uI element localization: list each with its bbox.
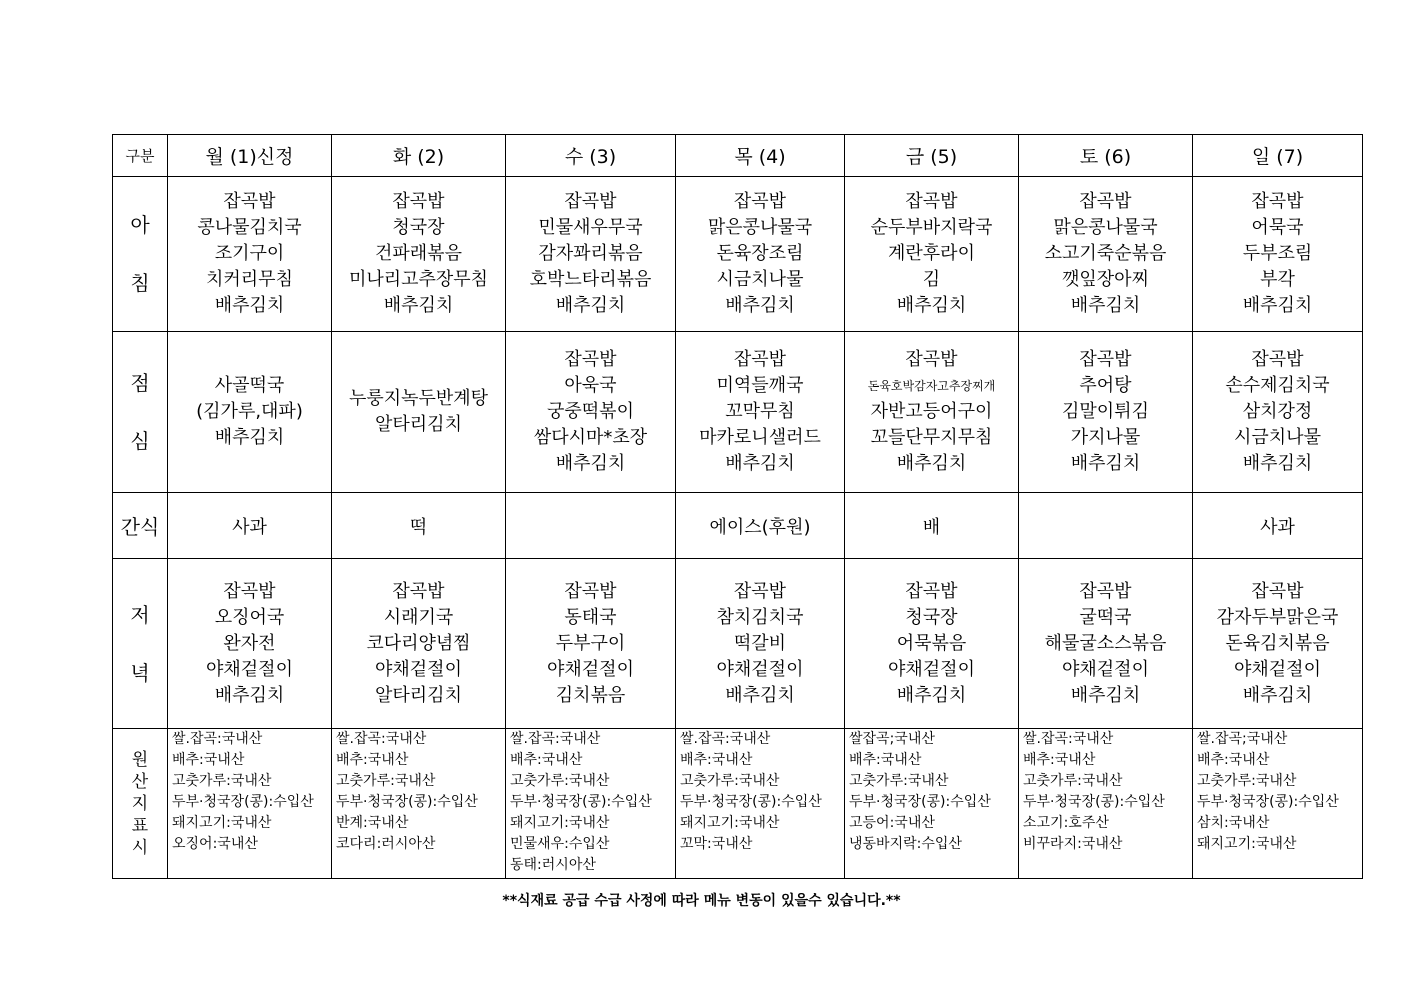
menu-item: 배추김치 — [1242, 295, 1313, 316]
menu-item: 조기구이 — [214, 243, 285, 264]
origin-item: 소고기:호주산 — [1023, 815, 1109, 831]
menu-item: 잡곡밥 — [392, 580, 445, 602]
lunch-cell — [1193, 332, 1363, 493]
menu-item: 배추김치 — [555, 453, 626, 474]
header-day-wed: 수 (3) — [506, 135, 676, 177]
menu-item: 잡곡밥 — [223, 191, 276, 212]
origin-cell — [1193, 729, 1363, 879]
origin-item: 고춧가루:국내산 — [172, 773, 272, 789]
origin-item: 고춧가루:국내산 — [1197, 773, 1297, 789]
origin-item: 고춧가루:국내산 — [336, 773, 436, 789]
menu-item: 동태국 — [564, 606, 617, 628]
header-day-sun: 일 (7) — [1193, 135, 1363, 177]
menu-item: 야채겉절이 — [1234, 658, 1321, 680]
dinner-cell — [1193, 559, 1363, 729]
origin-item: 쌀.잡곡:국내산 — [172, 731, 263, 747]
origin-item: 두부·청국장(콩):수입산 — [680, 794, 822, 810]
origin-item: 쌀잡곡;국내산 — [849, 731, 935, 747]
menu-item: 맑은콩나물국 — [707, 217, 813, 238]
breakfast-cell — [506, 177, 676, 332]
origin-label — [113, 729, 168, 879]
menu-item: 잡곡밥 — [564, 349, 617, 370]
origin-item: 민물새우:수입산 — [510, 836, 610, 852]
lunch-cell — [332, 332, 506, 493]
menu-item: 꼬막무침 — [725, 401, 795, 422]
origin-item: 동태:러시아산 — [510, 857, 596, 873]
breakfast-cell — [1193, 177, 1363, 332]
breakfast-cell — [168, 177, 332, 332]
menu-item: 돈육김치볶음 — [1225, 632, 1330, 654]
breakfast-row — [113, 177, 1363, 332]
menu-item: 잡곡밥 — [564, 580, 617, 602]
origin-item: 고춧가루:국내산 — [1023, 773, 1123, 789]
menu-item: 야채겉절이 — [888, 658, 975, 680]
menu-item: 감자꽈리볶음 — [538, 243, 643, 264]
origin-item: 돼지고기:국내산 — [680, 815, 780, 831]
menu-item: 떡갈비 — [733, 632, 787, 654]
origin-cell — [676, 729, 845, 879]
header-day-mon: 월 (1)신정 — [168, 135, 332, 177]
menu-item: 콩나물김치국 — [197, 217, 302, 238]
origin-label-char: 산 — [131, 771, 149, 792]
menu-item: 미나리고추장무침 — [348, 269, 489, 290]
snack-label: 간식 — [113, 493, 168, 559]
menu-item: 사골떡국 — [214, 375, 285, 396]
dinner-row — [113, 559, 1363, 729]
menu-item: 청국장 — [905, 606, 958, 628]
origin-label-char: 지 — [131, 793, 149, 814]
menu-item: 꼬들단무지무침 — [870, 427, 993, 448]
menu-item: 김치볶음 — [555, 684, 626, 706]
origin-item: 두부·청국장(콩):수입산 — [510, 794, 652, 810]
dinner-cell — [845, 559, 1019, 729]
menu-item: 아욱국 — [564, 375, 617, 396]
menu-item: 잡곡밥 — [564, 191, 617, 212]
origin-item: 고춧가루:국내산 — [849, 773, 949, 789]
menu-item: 배추김치 — [555, 295, 626, 316]
origin-item: 고춧가루:국내산 — [510, 773, 610, 789]
menu-item: 어묵국 — [1251, 217, 1304, 238]
origin-item: 쌀.잡곡:국내산 — [510, 731, 601, 747]
menu-item: 맑은콩나물국 — [1053, 217, 1158, 238]
header-day-sat: 토 (6) — [1019, 135, 1193, 177]
dinner-cell — [1019, 559, 1193, 729]
snack-cell — [506, 493, 676, 559]
origin-item: 두부·청국장(콩):수입산 — [336, 794, 478, 810]
origin-item: 돼지고기:국내산 — [510, 815, 610, 831]
menu-item: 야채겉절이 — [716, 658, 804, 680]
origin-item: 비꾸라지:국내산 — [1023, 836, 1123, 852]
menu-item: 코다리양념찜 — [366, 632, 471, 654]
menu-item: 잡곡밥 — [1079, 349, 1132, 370]
origin-cell — [1019, 729, 1193, 879]
snack-cell: 떡 — [332, 493, 506, 559]
lunch-row — [113, 332, 1363, 493]
origin-item: 돼지고기:국내산 — [1197, 836, 1297, 852]
origin-cell — [845, 729, 1019, 879]
snack-cell: 에이스(후원) — [676, 493, 845, 559]
menu-item: 배추김치 — [1070, 684, 1141, 706]
menu-item: 쌈다시마*초장 — [533, 427, 648, 448]
header-day-fri: 금 (5) — [845, 135, 1019, 177]
origin-item: 쌀.잡곡;국내산 — [1197, 731, 1288, 747]
menu-item: 배추김치 — [214, 295, 285, 316]
breakfast-cell — [1019, 177, 1193, 332]
origin-label-char: 표 — [131, 815, 149, 836]
origin-item: 반계:국내산 — [336, 815, 409, 831]
menu-item: 손수제김치국 — [1225, 375, 1330, 396]
menu-item: 배추김치 — [383, 295, 454, 316]
origin-item: 두부·청국장(콩):수입산 — [849, 794, 991, 810]
menu-item: 가지나물 — [1070, 427, 1141, 448]
origin-item: 두부·청국장(콩):수입산 — [172, 794, 314, 810]
header-label: 구분 — [113, 135, 168, 177]
snack-cell: 배 — [845, 493, 1019, 559]
menu-item: 시금치나물 — [1234, 427, 1321, 448]
dinner-cell — [332, 559, 506, 729]
menu-item: 잡곡밥 — [1251, 191, 1304, 212]
dinner-label-char: 녁 — [130, 660, 150, 685]
origin-item: 코다리:러시아산 — [336, 836, 436, 852]
breakfast-label-char: 아 — [130, 213, 150, 237]
breakfast-label-char: 침 — [130, 271, 150, 295]
menu-item: 참치김치국 — [716, 606, 804, 628]
breakfast-cell — [676, 177, 845, 332]
origin-item: 쌀.잡곡:국내산 — [336, 731, 427, 747]
origin-item: 꼬막:국내산 — [680, 836, 753, 852]
menu-item: 순두부바지락국 — [870, 217, 993, 238]
menu-item: 잡곡밥 — [392, 191, 445, 212]
origin-item: 배추:국내산 — [680, 752, 753, 768]
dinner-label-char: 저 — [130, 602, 150, 627]
menu-item: 부각 — [1260, 269, 1295, 290]
snack-cell: 사과 — [1193, 493, 1363, 559]
menu-item: 어묵볶음 — [896, 632, 967, 654]
menu-item: 두부구이 — [555, 632, 626, 654]
origin-item: 쌀.잡곡:국내산 — [680, 731, 771, 747]
header-day-tue: 화 (2) — [332, 135, 506, 177]
menu-item: 잡곡밥 — [1079, 580, 1132, 602]
origin-cell — [168, 729, 332, 879]
lunch-label — [113, 332, 168, 493]
menu-item: 계란후라이 — [888, 243, 975, 264]
menu-item: 배추김치 — [1070, 295, 1141, 316]
origin-item: 고등어:국내산 — [849, 815, 935, 831]
lunch-cell — [676, 332, 845, 493]
header-row — [113, 135, 1363, 177]
dinner-label — [113, 559, 168, 729]
menu-item: 잡곡밥 — [905, 191, 958, 212]
menu-item: 청국장 — [392, 217, 445, 238]
menu-item: 굴떡국 — [1079, 606, 1132, 628]
menu-item: 잡곡밥 — [1251, 349, 1304, 370]
menu-item: 돈육호박감자고추장찌개 — [867, 379, 996, 393]
menu-item: 깻잎장아찌 — [1062, 269, 1149, 290]
menu-item: 배추김치 — [896, 295, 967, 316]
weekly-menu-table — [112, 134, 1363, 879]
menu-item: 잡곡밥 — [905, 580, 958, 602]
breakfast-cell — [332, 177, 506, 332]
lunch-cell — [845, 332, 1019, 493]
menu-item: 미역들깨국 — [716, 375, 804, 396]
origin-item: 쌀.잡곡:국내산 — [1023, 731, 1114, 747]
origin-item: 냉동바지락:수입산 — [849, 836, 962, 852]
origin-label-char: 원 — [131, 749, 149, 770]
menu-item: 잡곡밥 — [1079, 191, 1132, 212]
lunch-cell — [168, 332, 332, 493]
menu-item: 김말이튀김 — [1062, 401, 1149, 422]
origin-cell — [332, 729, 506, 879]
menu-item: 배추김치 — [1242, 453, 1313, 474]
origin-cell — [506, 729, 676, 879]
menu-item: 시래기국 — [383, 606, 454, 628]
menu-item: 야채겉절이 — [547, 658, 634, 680]
menu-item: 알타리김치 — [375, 414, 462, 435]
origin-item: 배추:국내산 — [1197, 752, 1270, 768]
lunch-label-char: 점 — [130, 371, 150, 395]
lunch-label-char: 심 — [130, 429, 150, 453]
header-day-thu: 목 (4) — [676, 135, 845, 177]
origin-item: 두부·청국장(콩):수입산 — [1023, 794, 1165, 810]
dinner-cell — [506, 559, 676, 729]
menu-item: 야채겉절이 — [375, 658, 462, 680]
menu-item: 민물새우무국 — [538, 217, 643, 238]
menu-item: 배추김치 — [896, 453, 967, 474]
menu-item: 호박느타리볶음 — [529, 269, 652, 290]
menu-item: 시금치나물 — [716, 269, 804, 290]
menu-item: 배추김치 — [725, 684, 795, 706]
menu-item: 잡곡밥 — [223, 580, 276, 602]
breakfast-cell — [845, 177, 1019, 332]
origin-item: 오징어:국내산 — [172, 836, 258, 852]
snack-row — [113, 493, 1363, 559]
menu-item: 배추김치 — [1070, 453, 1141, 474]
origin-item: 배추:국내산 — [336, 752, 409, 768]
menu-item: 배추김치 — [1242, 684, 1313, 706]
menu-item: 잡곡밥 — [1251, 580, 1304, 602]
menu-item: 치커리무침 — [206, 269, 293, 290]
origin-item: 삼치:국내산 — [1197, 815, 1270, 831]
menu-item: 잡곡밥 — [733, 349, 787, 370]
menu-item: 추어탕 — [1079, 375, 1132, 396]
menu-item: 자반고등어구이 — [870, 401, 993, 422]
menu-item: 돈육장조림 — [716, 243, 804, 264]
snack-cell: 사과 — [168, 493, 332, 559]
menu-item: 해물굴소스볶음 — [1044, 632, 1167, 654]
menu-item: 잡곡밥 — [905, 349, 958, 370]
menu-item: 배추김치 — [214, 427, 285, 448]
origin-item: 배추:국내산 — [172, 752, 245, 768]
menu-item: (김가루,대파) — [196, 401, 303, 422]
origin-item: 배추:국내산 — [1023, 752, 1096, 768]
origin-item: 두부·청국장(콩):수입산 — [1197, 794, 1339, 810]
menu-item: 오징어국 — [214, 606, 285, 628]
menu-item: 마카로니샐러드 — [699, 427, 821, 448]
dinner-cell — [676, 559, 845, 729]
menu-item: 궁중떡볶이 — [547, 401, 634, 422]
menu-item: 김 — [922, 269, 941, 290]
menu-item: 야채겉절이 — [1062, 658, 1149, 680]
menu-item: 야채겉절이 — [206, 658, 293, 680]
menu-item: 알타리김치 — [375, 684, 462, 706]
origin-item: 돼지고기:국내산 — [172, 815, 272, 831]
menu-item: 배추김치 — [725, 295, 795, 316]
origin-item: 고춧가루:국내산 — [680, 773, 780, 789]
lunch-cell — [506, 332, 676, 493]
menu-item: 잡곡밥 — [733, 580, 787, 602]
origin-row — [113, 729, 1363, 879]
menu-item: 삼치강정 — [1242, 401, 1313, 422]
menu-item: 잡곡밥 — [733, 191, 787, 212]
menu-item: 완자전 — [223, 632, 276, 654]
menu-item: 배추김치 — [725, 453, 795, 474]
origin-label-char: 시 — [131, 837, 149, 858]
origin-item: 배추:국내산 — [849, 752, 922, 768]
origin-item: 배추:국내산 — [510, 752, 583, 768]
menu-item: 배추김치 — [896, 684, 967, 706]
menu-change-notice: **식재료 공급 수급 사정에 따라 메뉴 변동이 있을수 있습니다.** — [502, 893, 901, 909]
menu-item: 소고기죽순볶음 — [1044, 243, 1167, 264]
dinner-cell — [168, 559, 332, 729]
menu-item: 배추김치 — [214, 684, 285, 706]
menu-item: 두부조림 — [1242, 243, 1313, 264]
menu-item: 감자두부맑은국 — [1216, 606, 1339, 628]
breakfast-label — [113, 177, 168, 332]
snack-cell — [1019, 493, 1193, 559]
menu-item: 누룽지녹두반계탕 — [348, 388, 489, 409]
lunch-cell — [1019, 332, 1193, 493]
menu-item: 건파래볶음 — [375, 243, 462, 264]
